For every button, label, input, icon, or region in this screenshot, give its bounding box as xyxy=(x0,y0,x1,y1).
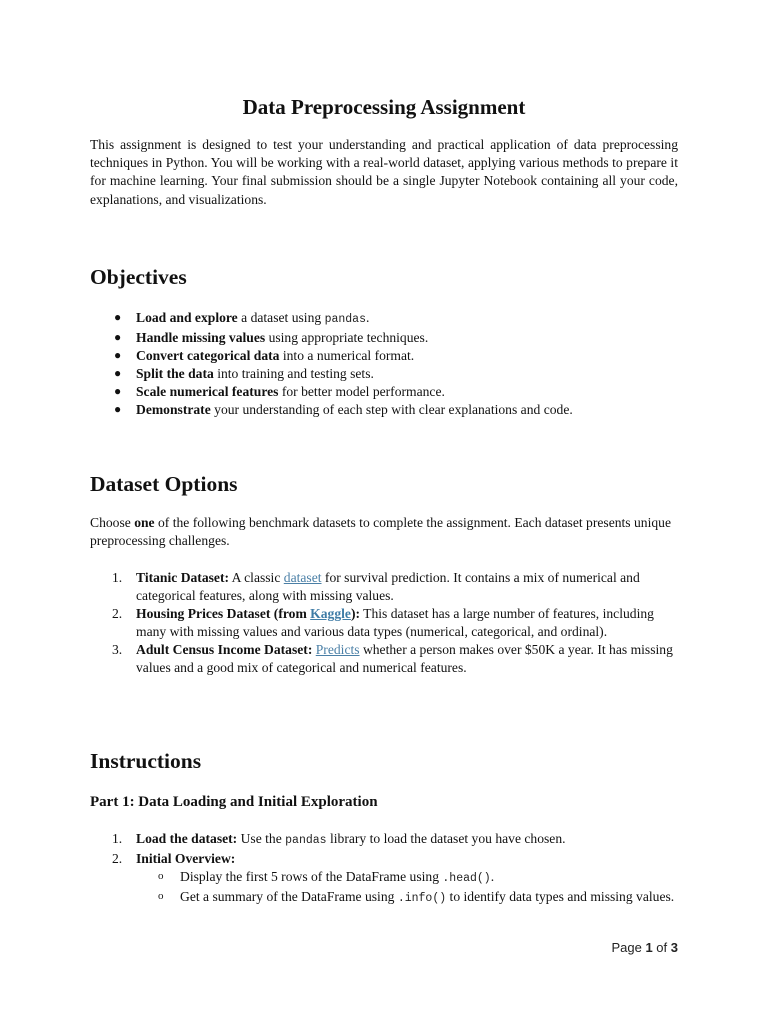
list-item: 1. Load the dataset: Use the pandas library to load the dataset you have chosen. xyxy=(112,831,566,847)
objectives-list xyxy=(90,309,678,418)
list-item: 3. Adult Census Income Dataset: Predicts whether a person makes over $50K a year. It has missing values and a good mix of categorical and numerical features. xyxy=(112,641,673,675)
dataset-intro-paragraph: Choose one of the following benchmark datasets to complete the assignment. Each dataset presents unique preprocessing challenges. xyxy=(90,515,671,549)
page-title: Data Preprocessing Assignment xyxy=(242,95,526,119)
bullet-icon: ● xyxy=(114,365,122,380)
sub-list xyxy=(136,868,678,908)
part1-heading: Part 1: Data Loading and Initial Exploration xyxy=(90,794,378,810)
bullet-icon: ● xyxy=(114,310,122,324)
list-item: ● Scale numerical features for better model performance. xyxy=(114,383,445,399)
bullet-icon: ● xyxy=(114,329,122,344)
instructions-list xyxy=(90,830,678,908)
list-item: ● Demonstrate your understanding of each step with clear explanations and code. xyxy=(114,401,573,417)
list-item: 2. Housing Prices Dataset (from Kaggle): This dataset has a large number of features, including many with missing values and various data types (numerical, categorical, and ordinal). xyxy=(112,605,654,639)
page-number: Page 1 of 3 xyxy=(611,940,678,955)
instructions-heading: Instructions xyxy=(90,749,202,773)
objectives-heading: Objectives xyxy=(90,265,187,289)
document-page xyxy=(90,0,678,1024)
kaggle-link[interactable]: Kaggle xyxy=(310,605,351,621)
intro-paragraph: This assignment is designed to test your understanding and practical application of data preprocessing techniques in Python. You will be working with a real-world dataset, applying various methods to prepare it for machine learning. Your final submission should be a single Jupyter Notebook containing all your code, explanations, and visualizations. xyxy=(90,137,678,207)
sub-list-item: o Display the first 5 rows of the DataFrame using .head(). xyxy=(158,868,495,885)
circle-bullet-icon: o xyxy=(158,889,164,902)
list-item: ● Load and explore a dataset using pandas. xyxy=(114,310,370,326)
list-item: ● Convert categorical data into a numerical format. xyxy=(114,347,415,363)
dataset-link[interactable]: dataset xyxy=(283,570,322,585)
dataset-list xyxy=(90,569,678,676)
circle-bullet-icon: o xyxy=(158,869,164,882)
dataset-options-heading: Dataset Options xyxy=(90,472,238,496)
list-item: 2. Initial Overview: o Display the first 5 rows of the DataFrame using .head(). o Get a summary of the DataFrame using .info() to identify data types and missing values. xyxy=(90,850,678,908)
bullet-icon: ● xyxy=(114,401,122,416)
list-item: 1. Titanic Dataset: A classic dataset for survival prediction. It contains a mix of numerical and categorical features, along with missing values. xyxy=(112,570,640,603)
sub-list-item: o Get a summary of the DataFrame using .info() to identify data types and missing values. xyxy=(158,888,675,905)
list-item: ● Split the data into training and testing sets. xyxy=(114,365,374,381)
predicts-link[interactable]: Predicts xyxy=(315,641,360,657)
bullet-icon: ● xyxy=(114,383,122,398)
list-item: ● Handle missing values using appropriate techniques. xyxy=(114,329,429,345)
bullet-icon: ● xyxy=(114,347,122,362)
